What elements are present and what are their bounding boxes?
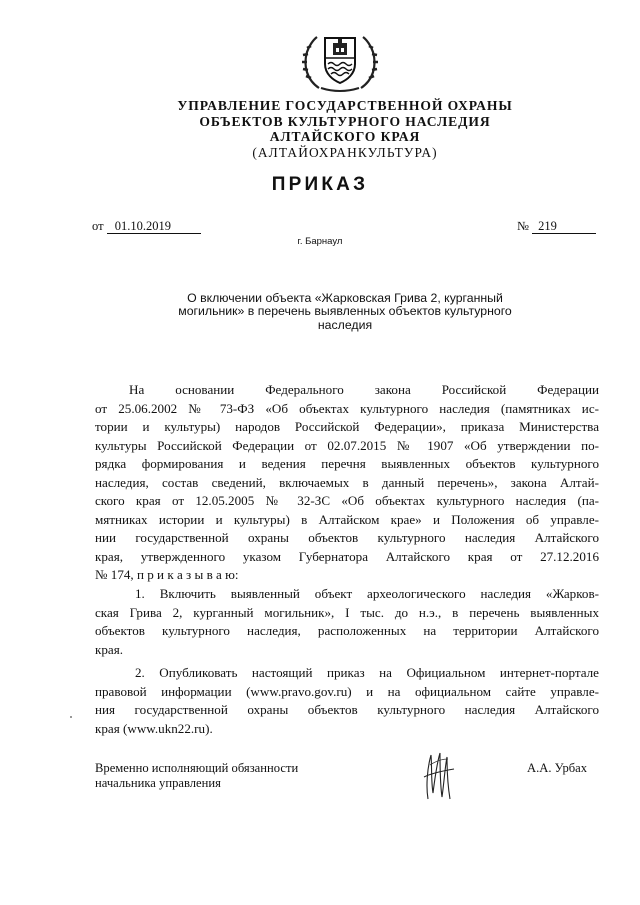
handwritten-signature bbox=[418, 747, 462, 805]
date-prefix: от bbox=[92, 219, 104, 233]
body-line: края, утвержденного указом Губернатора Алтайского края от 27.12.2016 bbox=[95, 548, 599, 564]
body-line: На основании Федерального закона Российской Федерации bbox=[129, 382, 599, 397]
body-line: тории и культуры) народов Российской Федерации», приказа Министерства bbox=[95, 419, 599, 435]
subject-line: О включении объекта «Жарковская Грива 2, курганный bbox=[187, 291, 503, 305]
date-value: 01.10.2019 bbox=[107, 220, 201, 234]
document-type: ПРИКАЗ bbox=[271, 174, 369, 195]
item-2-line: ния государственной охраны объектов культурного наследия Алтайского bbox=[95, 702, 599, 718]
body-line: № 174, п р и к а з ы в а ю: bbox=[95, 567, 239, 583]
signatory-position bbox=[95, 761, 298, 791]
number-value: 219 bbox=[532, 220, 596, 234]
subject-line: могильник» в перечень выявленных объектов культурного bbox=[178, 304, 512, 319]
scan-speck bbox=[70, 716, 72, 718]
order-body bbox=[95, 381, 599, 738]
org-line-2: ОБЪЕКТОВ КУЛЬТУРНОГО НАСЛЕДИЯ bbox=[199, 113, 491, 129]
body-line: ского края от 12.05.2005 № 32-ЗС «Об объектах культурного наследия (па- bbox=[95, 493, 599, 509]
item-1-line: края. bbox=[95, 641, 124, 657]
org-abbreviation: (АЛТАЙОХРАНКУЛЬТУРА) bbox=[252, 144, 438, 160]
number-prefix: № bbox=[517, 219, 529, 233]
org-line-3: АЛТАЙСКОГО КРАЯ bbox=[269, 129, 421, 145]
position-line: Временно исполняющий обязанности bbox=[95, 761, 299, 775]
date-field bbox=[92, 219, 201, 234]
signatory-name: А.А. Урбах bbox=[527, 761, 588, 775]
item-2-line: 2. Опубликовать настоящий приказ на Официальном интернет-портале bbox=[135, 665, 599, 681]
body-line: от 25.06.2002 № 73-ФЗ «Об объектах культурного наследия (памятниках ис- bbox=[95, 400, 599, 416]
item-1-line: объектов культурного наследия, расположенных на территории Алтайского bbox=[95, 623, 599, 639]
item-2-line: правовой информации (www.pravo.gov.ru) и на официальном сайте управле- bbox=[95, 683, 599, 699]
city: г. Барнаул bbox=[297, 236, 343, 247]
organization-name bbox=[170, 98, 520, 160]
coat-of-arms-icon bbox=[297, 28, 383, 94]
org-line-1: УПРАВЛЕНИЕ ГОСУДАРСТВЕННОЙ ОХРАНЫ bbox=[177, 98, 513, 113]
body-line: мятниках истории и культуры) в Алтайском крае» и Положения об управле- bbox=[95, 511, 599, 527]
body-line: рядка формирования и ведения перечня выявленных объектов культурного bbox=[95, 456, 599, 472]
item-2-line: края (www.ukn22.ru). bbox=[95, 720, 213, 736]
position-line: начальника управления bbox=[95, 776, 221, 790]
body-line: наследия, состав сведений, включаемых в данный перечень», закона Алтай- bbox=[95, 474, 599, 490]
order-subject bbox=[150, 292, 540, 332]
subject-line: наследия bbox=[317, 317, 373, 332]
body-line: нии государственной охраны объектов культурного наследия Алтайского bbox=[95, 530, 599, 546]
item-1-line: ская Грива 2, курганный могильник», I тыс. до н.э., в перечень выявленных bbox=[95, 604, 599, 620]
item-1-line: 1. Включить выявленный объект археологического наследия «Жарков- bbox=[135, 586, 599, 602]
body-line: культуры Российской Федерации от 02.07.2015 № 1907 «Об утверждении по- bbox=[95, 437, 599, 453]
number-field bbox=[517, 219, 596, 234]
